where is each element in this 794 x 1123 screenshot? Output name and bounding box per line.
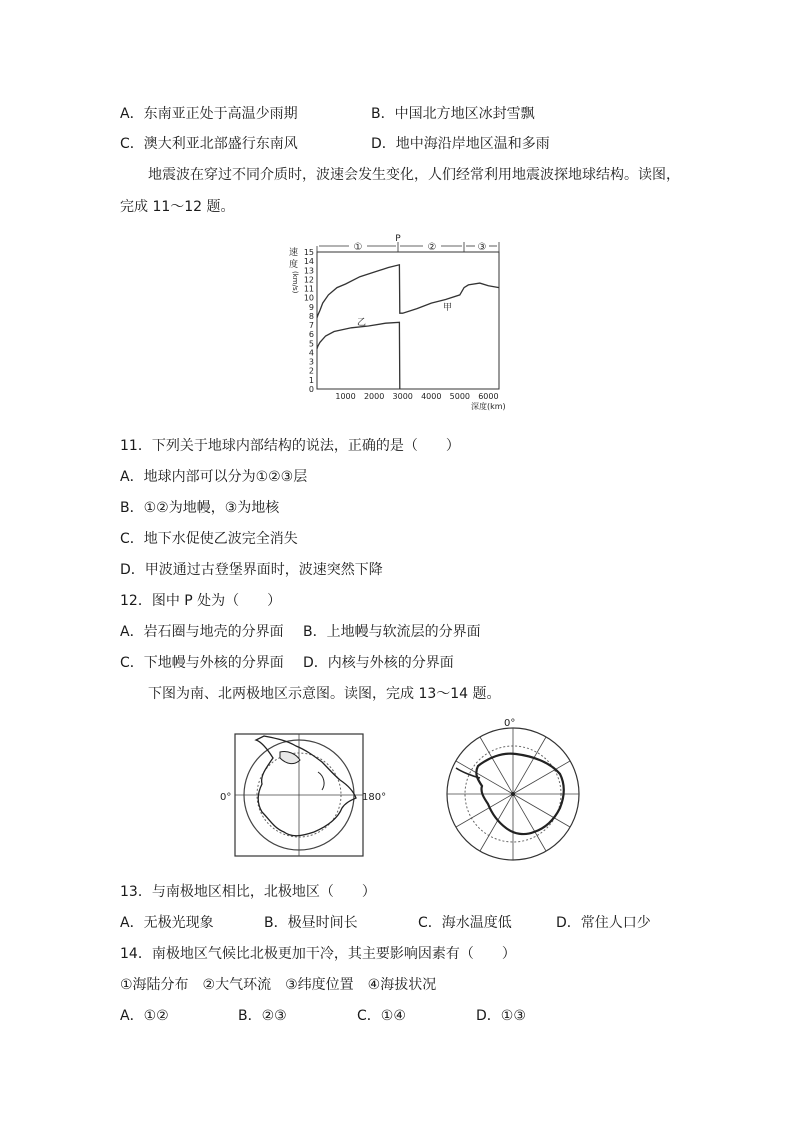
y-tick-label: 0 — [308, 385, 314, 394]
seismic-wave-chart — [283, 234, 523, 414]
y-tick-label: 4 — [308, 348, 314, 358]
q14-factors: ①海陆分布 ②大气环流 ③纬度位置 ④海拔状况 — [120, 977, 437, 993]
y-tick-label: 13 — [303, 266, 314, 276]
q14-option-d: D．①③ — [476, 1008, 526, 1024]
y-tick-label: 9 — [308, 302, 314, 312]
q14-stem: 14．南极地区气候比北极更加干冷，其主要影响因素有（ ） — [120, 946, 516, 962]
q11-stem: 11．下列关于地球内部结构的说法，正确的是（ ） — [120, 438, 460, 454]
y-axis-label-char1: 速 — [289, 248, 299, 258]
y-tick-label: 11 — [303, 284, 314, 294]
south-map-label-0: 0° — [504, 718, 516, 729]
y-tick-label: 6 — [308, 330, 314, 340]
y-tick-label: 14 — [303, 257, 314, 267]
north-map-label-0: 0° — [220, 792, 232, 803]
q10-option-a: A．东南亚正处于高温少雨期 — [120, 106, 298, 122]
y-tick-label: 7 — [308, 321, 314, 331]
y-axis-label-char2: 度 — [289, 260, 299, 270]
q10-option-d: D．地中海沿岸地区温和多雨 — [371, 136, 550, 152]
south-pole-map — [440, 716, 590, 866]
x-axis-ticks — [335, 392, 498, 401]
layer-brackets — [317, 242, 499, 252]
plot-frame — [317, 252, 499, 389]
north-map-label-180: 180° — [362, 792, 387, 803]
p-label: P — [395, 234, 401, 244]
q13-option-b: B．极昼时间长 — [264, 915, 358, 931]
x-tick-label: 1000 — [335, 392, 356, 401]
q13-option-d: D．常住人口少 — [556, 915, 651, 931]
wave-curve-yi — [317, 322, 400, 389]
q11-option-b: B．①②为地幔，③为地核 — [120, 500, 280, 516]
x-tick-label: 5000 — [449, 392, 471, 401]
q12-option-b: B．上地幔与软流层的分界面 — [303, 624, 481, 640]
layer-label-1: ① — [353, 242, 363, 253]
y-axis-ticks — [304, 248, 314, 394]
q12-option-c: C．下地幔与外核的分界面 — [120, 655, 284, 671]
q11-option-a: A．地球内部可以分为①②③层 — [120, 469, 308, 485]
layer-label-3: ③ — [477, 242, 487, 253]
x-tick-label: 6000 — [478, 392, 499, 401]
wave-curve-jia — [317, 265, 499, 318]
q12-stem: 12．图中 P 处为（ ） — [120, 593, 282, 609]
intro-13-14: 下图为南、北两极地区示意图。读图，完成 13～14 题。 — [148, 686, 501, 702]
y-tick-label: 5 — [308, 339, 314, 349]
q13-stem: 13．与南极地区相比，北极地区（ ） — [120, 884, 376, 900]
q10-option-b: B．中国北方地区冰封雪飘 — [371, 106, 535, 122]
q12-option-d: D．内核与外核的分界面 — [303, 655, 454, 671]
q14-option-c: C．①④ — [357, 1008, 406, 1024]
q14-option-a: A．①② — [120, 1008, 169, 1024]
q12-option-a: A．岩石圈与地壳的分界面 — [120, 624, 284, 640]
x-tick-label: 3000 — [392, 392, 413, 401]
y-tick-label: 10 — [303, 293, 314, 303]
x-tick-label: 4000 — [421, 392, 442, 401]
north-pole-map — [218, 728, 387, 860]
y-tick-label: 12 — [303, 275, 314, 285]
intro-11-12-line2: 完成 11～12 题。 — [120, 199, 235, 215]
q13-option-c: C．海水温度低 — [418, 915, 512, 931]
intro-11-12-line1: 地震波在穿过不同介质时，波速会发生变化，人们经常利用地震波探地球结构。读图， — [148, 167, 680, 183]
y-tick-label: 2 — [308, 366, 314, 376]
x-tick-label: 2000 — [363, 392, 385, 401]
q10-option-c: C．澳大利亚北部盛行东南风 — [120, 136, 298, 152]
x-axis-label: 深度(km) — [471, 402, 506, 411]
q13-option-a: A．无极光现象 — [120, 915, 214, 931]
q11-option-c: C．地下水促使乙波完全消失 — [120, 531, 298, 547]
wave-label-jia: 甲 — [443, 303, 453, 313]
y-tick-label: 1 — [308, 375, 314, 385]
layer-label-2: ② — [427, 242, 437, 253]
q11-option-d: D．甲波通过古登堡界面时，波速突然下降 — [120, 562, 383, 578]
y-tick-label: 3 — [308, 357, 314, 367]
y-tick-label: 8 — [308, 311, 314, 321]
wave-label-yi: 乙 — [357, 318, 367, 328]
y-tick-label: 15 — [303, 248, 314, 257]
y-axis-label-unit: (km/s) — [291, 271, 299, 294]
q14-option-b: B．②③ — [238, 1008, 287, 1024]
